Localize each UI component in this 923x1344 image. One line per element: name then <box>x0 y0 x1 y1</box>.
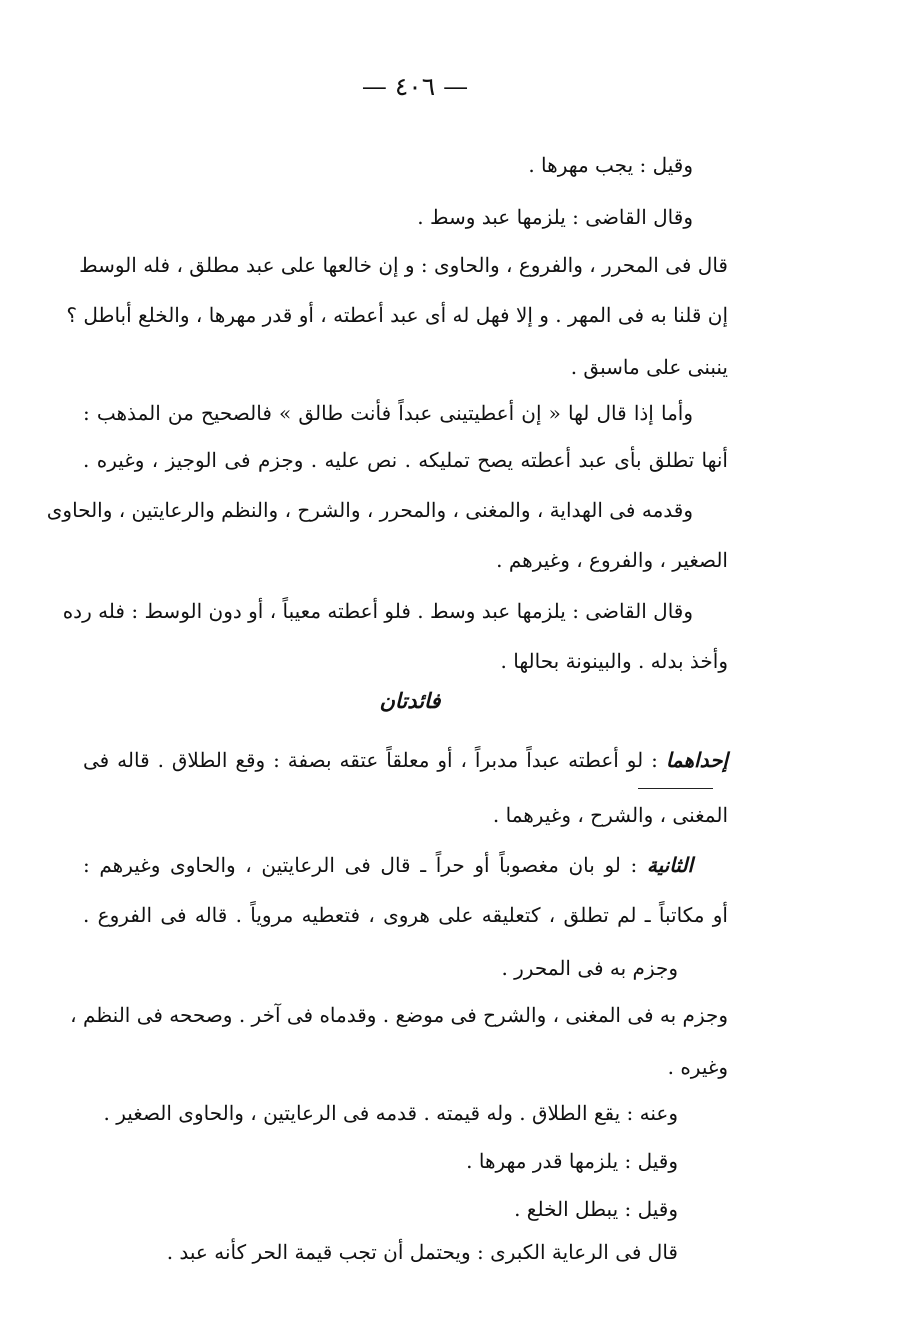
section-heading: فائدتان <box>379 688 441 713</box>
text-line: وقيل : يبطل الخلع . <box>514 1197 678 1221</box>
text-line: أنها تطلق بأى عبد أعطته يصح تمليكه . نص عليه . وجزم فى الوجيز ، وغيره . <box>83 448 728 472</box>
text-line: وقيل : يلزمها قدر مهرها . <box>466 1149 678 1173</box>
text-line: وغيره . <box>667 1055 728 1079</box>
benefit-two-text: : لو بان مغصوباً أو حراً ـ قال فى الرعايتين ، والحاوى وغيرهم : <box>83 853 638 877</box>
text-line: إن قلنا به فى المهر . و إلا فهل له أى عبد أعطته ، أو قدر مهرها ، والخلع أباطل ؟ <box>66 303 728 327</box>
page-number: — ٤٠٦ — <box>361 72 469 101</box>
benefit-one-label: إحداهما <box>665 748 728 772</box>
underline-rule <box>638 788 713 789</box>
text-line: وقدمه فى الهداية ، والمغنى ، والمحرر ، والشرح ، والنظم والرعايتين ، والحاوى <box>46 498 693 522</box>
benefit-one-text: : لو أعطته عبداً مدبراً ، أو معلقاً عتقه بصفة : وقع الطلاق . قاله فى <box>83 748 658 772</box>
text-line: وجزم به فى المغنى ، والشرح فى موضع . وقدماه فى آخر . وصححه فى النظم ، <box>70 1003 728 1027</box>
text-line: وقال القاضى : يلزمها عبد وسط . <box>417 205 693 229</box>
text-line: قال فى الرعاية الكبرى : ويحتمل أن تجب قيمة الحر كأنه عبد . <box>166 1240 678 1264</box>
text-line: الصغير ، والفروع ، وغيرهم . <box>496 548 728 572</box>
text-line: وقال القاضى : يلزمها عبد وسط . فلو أعطته معيباً ، أو دون الوسط : فله رده <box>62 599 693 623</box>
text-line: ينبنى على ماسبق . <box>570 355 728 379</box>
text-line: قال فى المحرر ، والفروع ، والحاوى : و إن خالعها على عبد مطلق ، فله الوسط <box>79 253 728 277</box>
text-line: وأما إذا قال لها « إن أعطيتينى عبداً فأنت طالق » فالصحيح من المذهب : <box>83 401 693 425</box>
benefit-one-line <box>83 745 728 775</box>
benefit-two-line <box>83 850 693 880</box>
text-line: أو مكاتباً ـ لم تطلق ، كتعليقه على هروى ، فتعطيه مروياً . قاله فى الفروع . <box>83 903 728 927</box>
benefit-two-label: الثانية <box>646 853 693 877</box>
text-line: وعنه : يقع الطلاق . وله قيمته . قدمه فى الرعايتين ، والحاوى الصغير . <box>103 1101 678 1125</box>
text-line: وقيل : يجب مهرها . <box>528 153 693 177</box>
text-line: وجزم به فى المحرر . <box>501 956 678 980</box>
text-line: وأخذ بدله . والبينونة بحالها . <box>500 649 728 673</box>
text-line: المغنى ، والشرح ، وغيرهما . <box>492 803 728 827</box>
